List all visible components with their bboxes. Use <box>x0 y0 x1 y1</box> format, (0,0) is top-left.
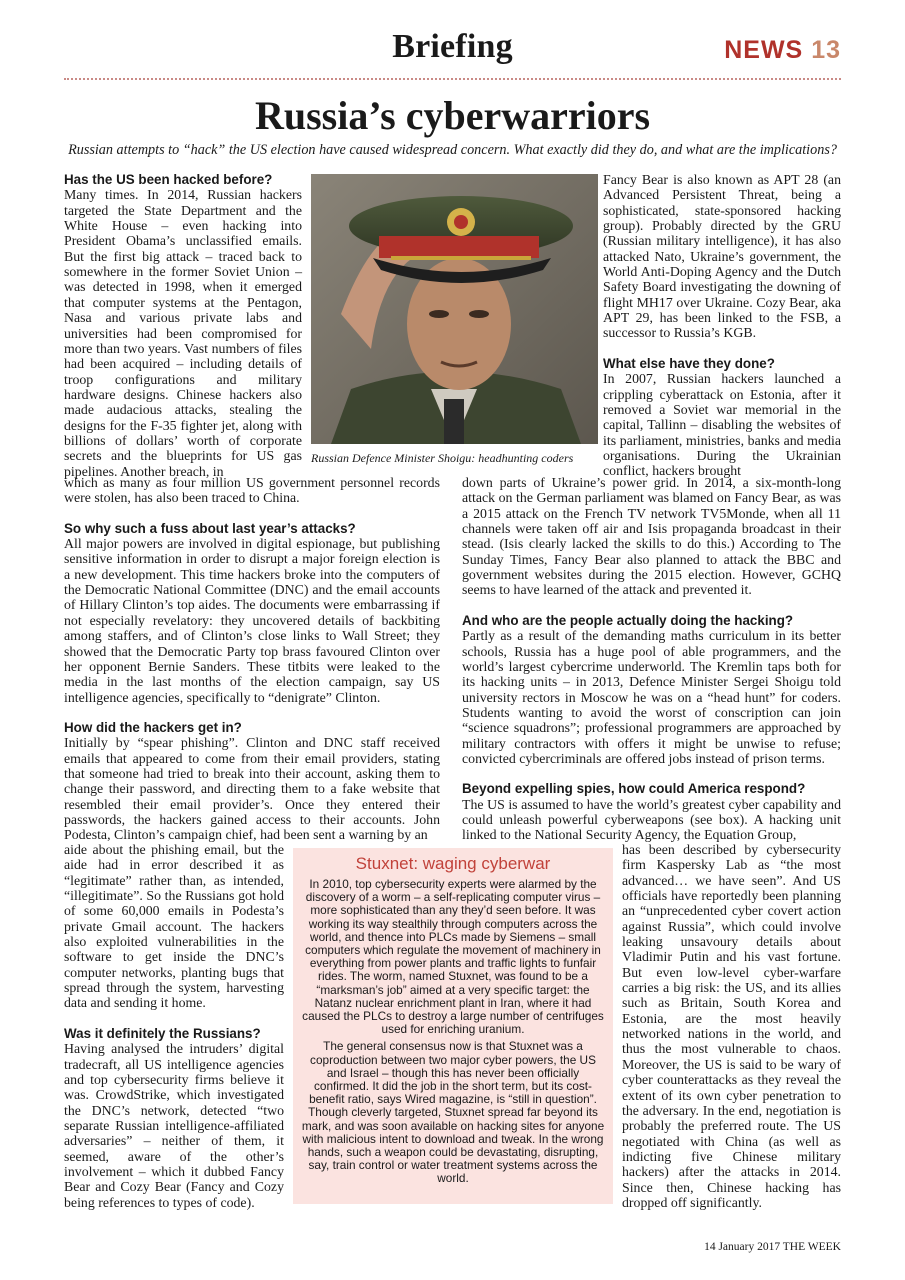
sidebar-paragraph-1: In 2010, top cybersecurity experts were alarmed by the discovery of a worm – a self-replicating computer virus – more sophisticated than any they’d seen before. It was working its way stealthily through computers across the world, and thence into PLCs made by Siemens – small computers which regulate the movement of machinery in everything from power plants and traffic lights to funfair rides. The worm, named Stuxnet, was found to be a “marksman’s job” aimed at a very specific target: the Natanz nuclear enrichment plant in Iran, where it had caused the PLCs to destroy a large number of centrifuges used for enriching uranium. <box>302 877 604 1037</box>
section-label <box>724 36 841 65</box>
q2-text: All major powers are involved in digital espionage, but publishing sensitive information in order to disrupt a major foreign election is a new development. This time hackers broke into the computers of the Democratic National Committee (DNC) and the email accounts of Hillary Clinton’s top aides. The documents were embarrassing if not especially revelatory: they uncovered details of backbiting among staffers, and of Clinton’s close links to Wall Street; they showed that the Democratic Party top brass favoured Clinton over her opponent Bernie Sanders. These titbits were leaked to the media in the last months of the election campaign, say US intelligence agencies, specifically to “denigrate” Clinton. <box>64 536 440 705</box>
left-column-bottom <box>64 842 284 1210</box>
q6-text: Partly as a result of the demanding maths curriculum in its better schools, Russia has a huge pool of able programmers, and the world’s largest cybercrime underworld. The Kremlin taps both for its hacking units – in 2013, Defence Minister Sergei Shoigu told university rectors in Moscow he was on a “head hunt” for coders. Students wanting to avoid the worst of conscription can join “science squadrons”; professional programmers are approached by military contractors with offers it might be unwise to refuse; convicted cybercriminals are offered jobs instead of prison terms. <box>462 628 841 766</box>
q5-text: In 2007, Russian hackers launched a crippling cyberattack on Estonia, after it removed a Soviet war memorial in the capital, Tallinn – disabling the websites of its parliament, ministries, banks and media organisations. During the Ukrainian conflict, hackers brought <box>603 371 841 479</box>
photo-shoigu <box>311 174 598 444</box>
photo-caption: Russian Defence Minister Shoigu: headhunting coders <box>311 451 574 465</box>
standfirst: Russian attempts to “hack” the US election have caused widespread concern. What exactly did they do, and what are the implications? <box>68 142 837 158</box>
right-column-bottom <box>622 842 841 1210</box>
q7-heading: Beyond expelling spies, how could America respond? <box>462 781 806 797</box>
q1-text: Many times. In 2014, Russian hackers targeted the State Department and the White House – even hacking into President Obama’s unclassified emails. But the first big attack – traced back to somewhere in the former Soviet Union – was detected in 1998, when it emerged that computer systems at the Pentagon, Nasa and various private labs and universities had been compromised for more than two years. Vast numbers of files had been acquired – including details of troop configurations and military hardware designs. Chinese hackers also made audacious attacks, stealing the designs for the F-35 fighter jet, along with billions of dollars’ worth of corporate secrets and the blueprints for US gas pipelines. Another breach, in <box>64 187 302 479</box>
headline: Russia’s cyberwarriors <box>254 93 651 138</box>
q7-text: The US is assumed to have the world’s greatest cyber capability and could unleash powerful cyberweapons (see box). A hacking unit linked to the National Security Agency, the Equation Group, <box>462 796 841 843</box>
left-column-middle <box>64 475 440 843</box>
q6-heading: And who are the people actually doing the hacking? <box>462 612 794 628</box>
right-column-middle <box>462 475 841 843</box>
q7-text-continued: has been described by cybersecurity firm Kaspersky Lab as “the most advanced… we have seen”. And US officials have reportedly been planning an “unprecedented cyber covert action against Russia”, which could involve leaking unsavoury details about Vladimir Putin and his vast fortune. But even low-level cyber-warfare carries a big risk: the US, and its allies such as Britain, South Korea and Estonia, are the most heavily networked nations in the world, and thus the most vulnerable to chaos. Moreover, the US is said to be wary of cyber counterattacks as they reveal the extent of its own cyber penetration to the adversary. In the end, negotiation is probably the preferred route. The US negotiated with China (as well as indicting five Chinese military hackers) after the attacks in 2014. Since then, Chinese hacking has dropped off significantly. <box>622 842 841 1210</box>
folio: 14 January 2017 THE WEEK <box>704 1241 841 1253</box>
q4-text: Having analysed the intruders’ digital tradecraft, all US intelligence agencies and top cybersecurity firms believe it was. CrowdStrike, which investigated the DNC’s network, detected “two separate Russian intelligence-affiliated adversaries” – neither of them, it seemed, aware of the other’s involvement – which it dubbed Fancy Bear and Cozy Bear (Fancy and Cozy being references to types of code). <box>64 1041 284 1210</box>
q3-heading: How did the hackers get in? <box>64 719 242 735</box>
q5-text-continued: down parts of Ukraine’s power grid. In 2014, a six-month-long attack on the German parliament was blamed on Fancy Bear, as was a 2015 attack on the French TV network TV5Monde, when all 11 channels were taken off air and Isis propaganda broadcast in their stead. (Isis clearly lacked the skills to do this.) According to The Sunday Times, Fancy Bear also planned to attack the BBC and government websites during the 2015 election. However, GCHQ seems to have learned of the attack and prevented it. <box>462 475 841 598</box>
section-title: Briefing <box>392 28 513 65</box>
q5-heading: What else have they done? <box>603 355 775 371</box>
right-column-top <box>603 172 841 479</box>
q3-text-continued: aide about the phishing email, but the aide had in error described it as “legitimate” rather than, as intended, “illegitimate”. So the Russians got hold of some 60,000 emails in Podesta’s private Gmail account. The hackers also exploited vulnerabilities in the software to get inside the DNC’s computer networks, planting bugs that spread through the system, harvesting data and sending it home. <box>64 842 284 1011</box>
page-number: 13 <box>811 36 841 64</box>
q4-heading: Was it definitely the Russians? <box>64 1025 261 1041</box>
left-column-top <box>64 172 302 479</box>
q1-heading: Has the US been hacked before? <box>64 172 273 187</box>
sidebar-body <box>299 878 607 1186</box>
sidebar-paragraph-2: The general consensus now is that Stuxnet was a coproduction between two major cyber powers, the US and Israel – though this has never been officially confirmed. It did the job in the short term, but its cost-benefit ratio, says Wired magazine, is “still in question”. Though cleverly targeted, Stuxnet spread far beyond its mark, and was soon available on hacking sites for anyone with malicious intent to download and tweak. In the wrong hands, such a weapon could be devastating, disrupting, say, train control or water treatment systems across the world. <box>301 1039 605 1186</box>
portrait-illustration <box>311 174 598 444</box>
stuxnet-sidebar <box>293 848 613 1204</box>
q1-text-continued: which as many as four million US government personnel records were stolen, has also been traced to China. <box>64 475 440 506</box>
right-intro-text: Fancy Bear is also known as APT 28 (an Advanced Persistent Threat, being a sophisticated, state-sponsored hacking group). Probably directed by the GRU (Russian military intelligence), it has also attacked Nato, Ukraine’s government, the World Anti-Doping Agency and the Dutch Safety Board investigating the downing of flight MH17 over Ukraine. Cozy Bear, aka APT 29, has been linked to the FSB, a successor to Russia’s KGB. <box>603 172 841 341</box>
header-divider <box>64 78 841 80</box>
sidebar-title: Stuxnet: waging cyberwar <box>355 854 551 873</box>
section-label-word: NEWS <box>724 36 804 64</box>
q2-heading: So why such a fuss about last year’s attacks? <box>64 520 356 536</box>
q3-text: Initially by “spear phishing”. Clinton and DNC staff received emails that appeared to come from their email providers, stating that someone had tried to break into their account, asking them to change their password, and directing them to a fake website that resembled their email provider’s. Once they entered their passwords, the hackers gained access to their accounts. John Podesta, Clinton’s campaign chief, had been sent a warning by an <box>64 735 440 843</box>
